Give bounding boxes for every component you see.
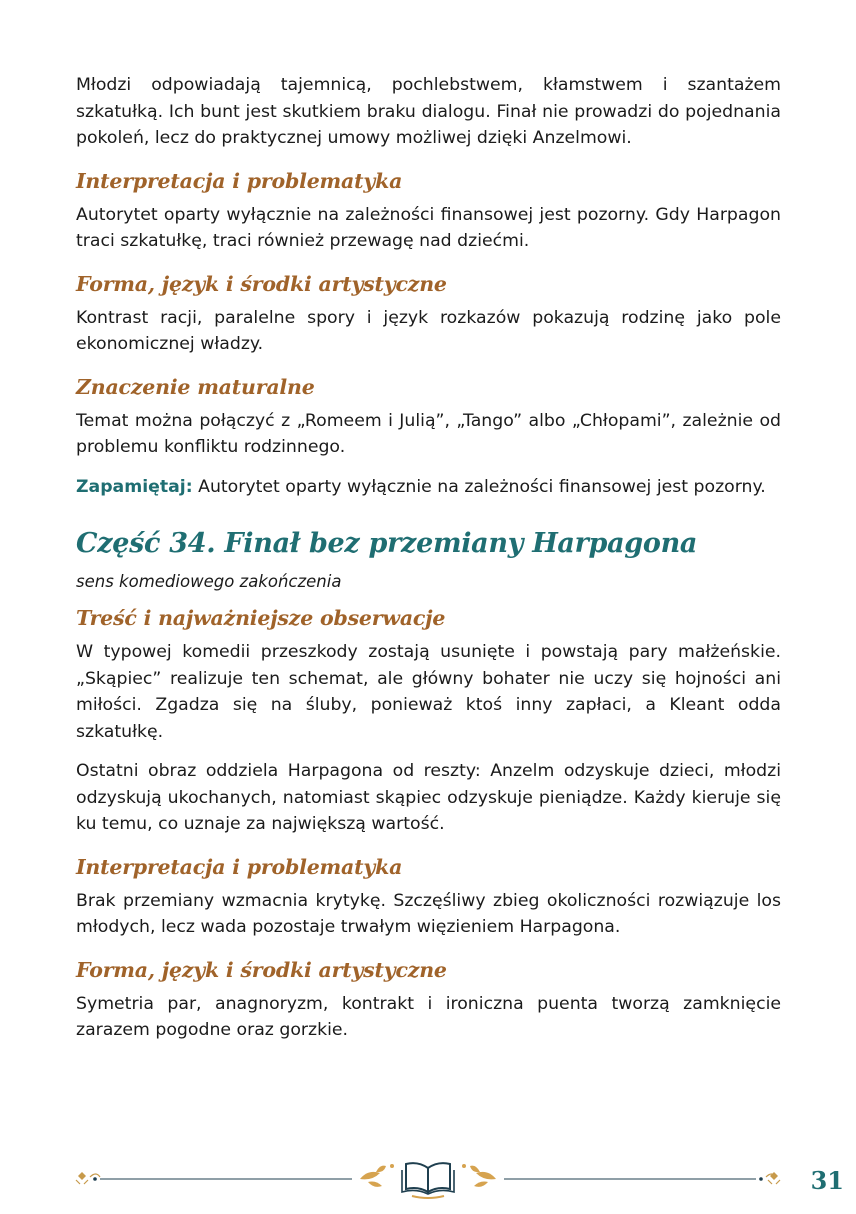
open-book-icon xyxy=(402,1163,454,1198)
heading-interpretation-b: Interpretacja i problematyka xyxy=(76,854,403,879)
page-content xyxy=(76,72,781,1044)
remember-text: Autorytet oparty wyłącznie na zależności finansowej jest pozorny. xyxy=(192,476,766,497)
heading-form-a: Forma, język i środki artystyczne xyxy=(76,271,447,296)
interpretation-text-a: Autorytet oparty wyłącznie na zależności finansowej jest pozorny. Gdy Harpagon traci szkatułkę, traci również przewagę nad dziećmi. xyxy=(76,204,781,251)
remember-label: Zapamiętaj: xyxy=(76,476,193,497)
heading-form-b: Forma, język i środki artystyczne xyxy=(76,957,447,982)
footer-ornament xyxy=(0,1150,856,1210)
matura-text: Temat można połączyć z „Romeem i Julią”, „Tango” albo „Chłopami”, zależnie od problemu konfliktu rodzinnego. xyxy=(76,410,781,457)
heading-interpretation-a: Interpretacja i problematyka xyxy=(76,168,403,193)
content-paragraph-1: W typowej komedii przeszkody zostają usunięte i powstają pary małżeńskie. „Skąpiec” realizuje ten schemat, ale główny bohater nie uczy się hojności ani miłości. Zgadza się na śluby, ponieważ ktoś inny zapłaci, a Kleant odda szkatułkę. xyxy=(76,642,781,742)
right-flourish-icon xyxy=(759,1172,780,1184)
page-number: 31 xyxy=(810,1166,844,1195)
form-text-b: Symetria par, anagnoryzm, kontrakt i ironiczna puenta tworzą zamknięcie zarazem pogodne oraz gorzkie. xyxy=(76,993,781,1040)
remember-note xyxy=(76,474,781,501)
part-subtitle: sens komediowego zakończenia xyxy=(76,572,342,591)
heading-matura: Znaczenie maturalne xyxy=(76,374,315,399)
intro-paragraph: Młodzi odpowiadają tajemnicą, pochlebstwem, kłamstwem i szantażem szkatułką. Ich bunt jest skutkiem braku dialogu. Finał nie prowadzi do pojednania pokoleń, lecz do praktycznej umowy możliwej dzięki Anzelmowi. xyxy=(76,75,781,148)
left-flourish-icon xyxy=(76,1172,100,1184)
heading-content: Treść i najważniejsze obserwacje xyxy=(76,606,446,630)
interpretation-text-b: Brak przemiany wzmacnia krytykę. Szczęśliwy zbieg okoliczności rozwiązuje los młodych, lecz wada pozostaje trwałym więzieniem Harpagona. xyxy=(76,890,781,937)
part-title: Część 34. Finał bez przemiany Harpagona xyxy=(76,528,698,559)
form-text-a: Kontrast racji, paralelne spory i język rozkazów pokazują rodzinę jako pole ekonomicznej władzy. xyxy=(76,307,781,354)
content-paragraph-2: Ostatni obraz oddziela Harpagona od reszty: Anzelm odzyskuje dzieci, młodzi odzyskują ukochanych, natomiast skąpiec odzyskuje pieniądze. Każdy kieruje się ku temu, co uznaje za największą wartość. xyxy=(76,761,781,834)
